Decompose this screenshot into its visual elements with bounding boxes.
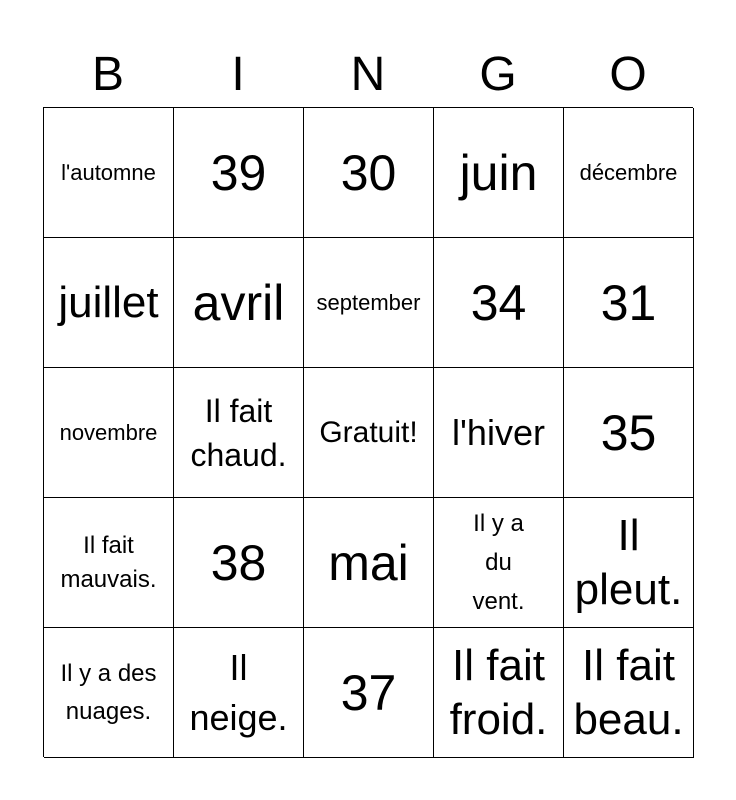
cell-text: avril [192,274,285,331]
cell-text: 34 [470,274,527,331]
bingo-cell[interactable] [564,498,694,628]
cell-text: Il pleut. [574,510,683,614]
bingo-cell[interactable] [44,628,174,758]
cell-text: 39 [210,144,267,201]
cell-text: Il y a des nuages. [60,659,157,725]
bingo-cell[interactable] [44,368,174,498]
bingo-cell[interactable] [304,628,434,758]
bingo-cell[interactable] [304,498,434,628]
bingo-cell[interactable] [564,628,694,758]
cell-text: décembre [579,159,678,185]
cell-text: l'hiver [452,411,545,453]
cell-text: Il neige. [189,646,288,738]
bingo-cell[interactable] [564,368,694,498]
bingo-cell[interactable] [174,108,304,238]
bingo-cell[interactable] [174,628,304,758]
bingo-cell[interactable] [434,108,564,238]
bingo-cell[interactable] [174,368,304,498]
cell-text: l'automne [61,159,156,185]
bingo-cell[interactable] [434,628,564,758]
bingo-cell[interactable] [564,238,694,368]
cell-text: Il fait froid. [449,640,548,744]
bingo-cell[interactable] [44,238,174,368]
bingo-cell-free[interactable] [304,368,434,498]
bingo-cell[interactable] [304,238,434,368]
cell-text: 35 [600,404,657,461]
cell-text: mai [328,534,409,591]
header-letter-n: N [350,48,386,101]
cell-text: 30 [340,144,397,201]
bingo-cell[interactable] [304,108,434,238]
header-letter-o: O [609,48,647,101]
cell-text: 31 [600,274,657,331]
cell-text: september [316,289,421,315]
cell-text: Il fait mauvais. [60,531,157,593]
bingo-cell[interactable] [44,498,174,628]
cell-text: 37 [340,664,397,721]
header-letter-i: I [231,48,245,101]
bingo-cell[interactable] [174,498,304,628]
bingo-cell[interactable] [434,498,564,628]
bingo-cell[interactable] [434,368,564,498]
bingo-card-grid [43,107,693,757]
cell-text: novembre [59,419,158,445]
bingo-header [43,44,693,106]
bingo-cell[interactable] [174,238,304,368]
cell-text: juillet [58,277,159,327]
header-letter-b: B [91,48,124,101]
cell-text: Il fait chaud. [190,392,287,473]
bingo-cell[interactable] [44,108,174,238]
free-space-text: Gratuit! [319,415,418,449]
bingo-cell[interactable] [434,238,564,368]
bingo-cell[interactable] [564,108,694,238]
cell-text: Il y a du vent. [472,510,525,615]
header-letter-g: G [479,48,517,101]
cell-text: juin [459,144,538,201]
cell-text: 38 [210,534,267,591]
cell-text: Il fait beau. [573,640,684,744]
